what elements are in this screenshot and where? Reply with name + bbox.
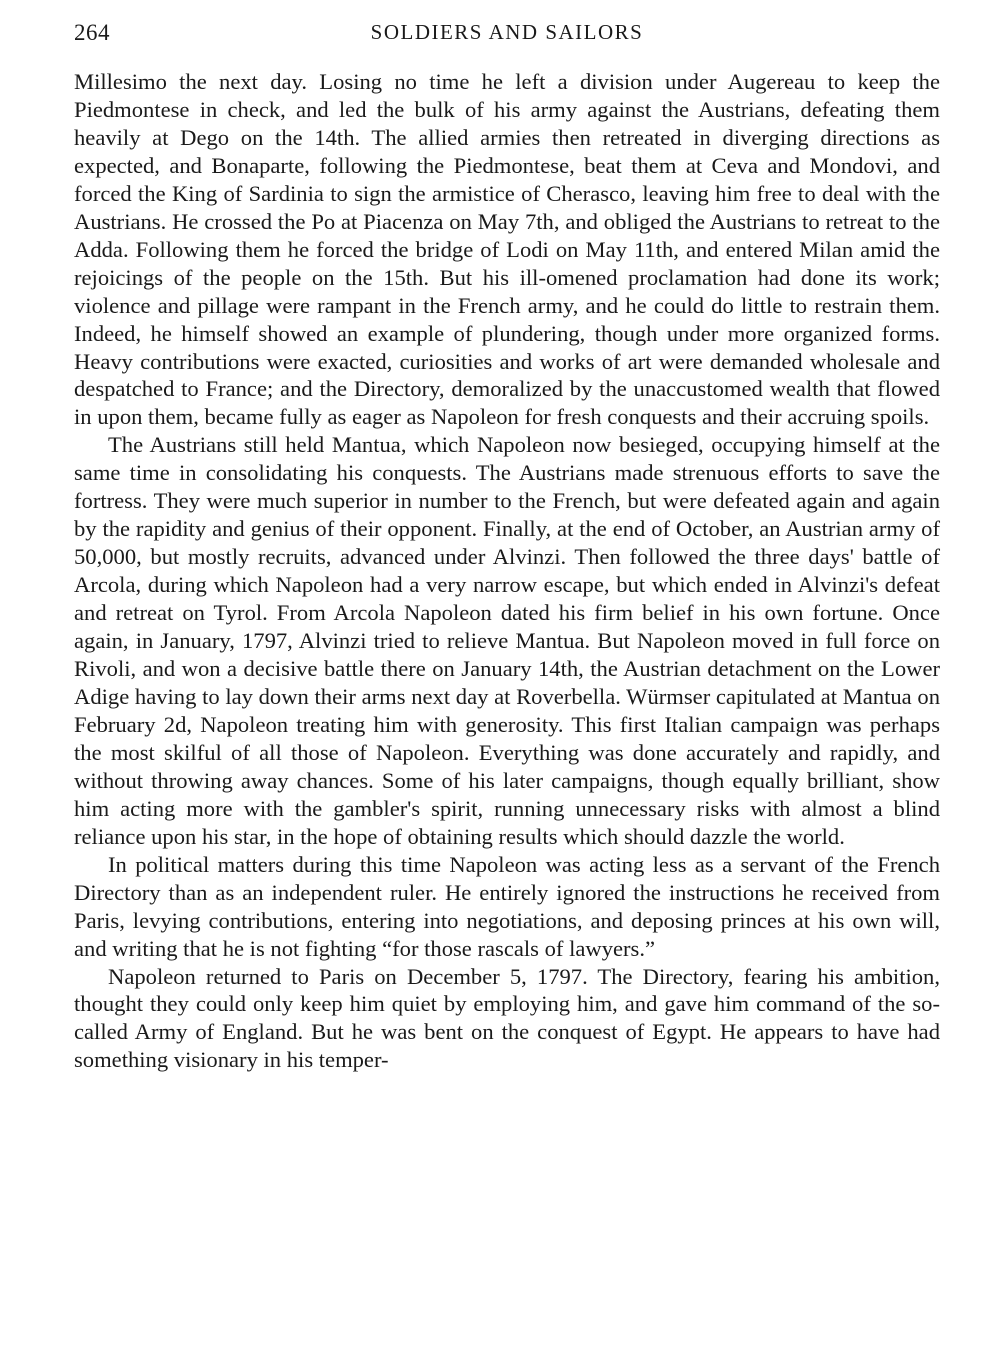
paragraph-2: The Austrians still held Mantua, which Napoleon now besieged, occupying himself at the same time in consolidating his conquests. The Austrians made strenuous efforts to save the fortress. They were much superior in number to the French, but were defeated again and again by the rapidity and genius of their opponent. Finally, at the end of October, an Austrian army of 50,000, but mostly recruits, advanced under Alvinzi. Then followed the three days' battle of Arcola, during which Napoleon had a very narrow escape, but which ended in Alvinzi's defeat and retreat on Tyrol. From Arcola Napoleon dated his firm belief in his own fortune. Once again, in January, 1797, Alvinzi tried to relieve Mantua. But Napoleon moved in full force on Rivoli, and won a decisive battle there on January 14th, the Austrian detachment on the Lower Adige having to lay down their arms next day at Roverbella. Würmser capitulated at Mantua on February 2d, Napoleon treating him with generosity. This first Italian campaign was perhaps the most skilful of all those of Napoleon. Everything was done accurately and rapidly, and without throwing away chances. Some of his later campaigns, though equally brilliant, show him acting more with the gambler's spirit, running unnecessary risks with almost a blind reliance upon his star, in the hope of obtaining results which should dazzle the world. — [74, 432, 940, 849]
page-header — [74, 18, 940, 52]
page-number: 264 — [74, 20, 110, 45]
paragraph-1: Millesimo the next day. Losing no time he left a division under Augereau to keep the Piedmontese in check, and led the bulk of his army against the Austrians, defeating them heavily at Dego on the 14th. The allied armies then retreated in diverging directions as expected, and Bonaparte, following the Piedmontese, beat them at Ceva and Mondovi, and forced the King of Sardinia to sign the armistice of Cherasco, leaving him free to deal with the Austrians. He crossed the Po at Piacenza on May 7th, and obliged the Austrians to retreat to the Adda. Following them he forced the bridge of Lodi on May 11th, and entered Milan amid the rejoicings of the people on the 15th. But his ill-omened proclamation had done its work; violence and pillage were rampant in the French army, and he could do little to restrain them. Indeed, he himself showed an example of plundering, though under more organized forms. Heavy contributions were exacted, curiosities and works of art were demanded wholesale and despatched to France; and the Directory, demoralized by the unaccustomed wealth that flowed in upon them, became fully as eager as Napoleon for fresh conquests and their accruing spoils. — [74, 69, 940, 430]
body-text — [74, 68, 940, 1074]
running-title: SOLDIERS AND SAILORS — [370, 20, 644, 44]
paragraph-3: In political matters during this time Napoleon was acting less as a servant of the French Directory than as an independent ruler. He entirely ignored the instructions he received from Paris, levying contributions, entering into negotiations, and deposing princes at his own will, and writing that he is not fighting “for those rascals of lawyers.” — [74, 851, 940, 961]
paragraph-4: Napoleon returned to Paris on December 5, 1797. The Directory, fearing his ambition, thought they could only keep him quiet by employing him, and gave him command of the so-called Army of England. But he was bent on the conquest of Egypt. He appears to have had something visionary in his temper- — [74, 963, 940, 1073]
